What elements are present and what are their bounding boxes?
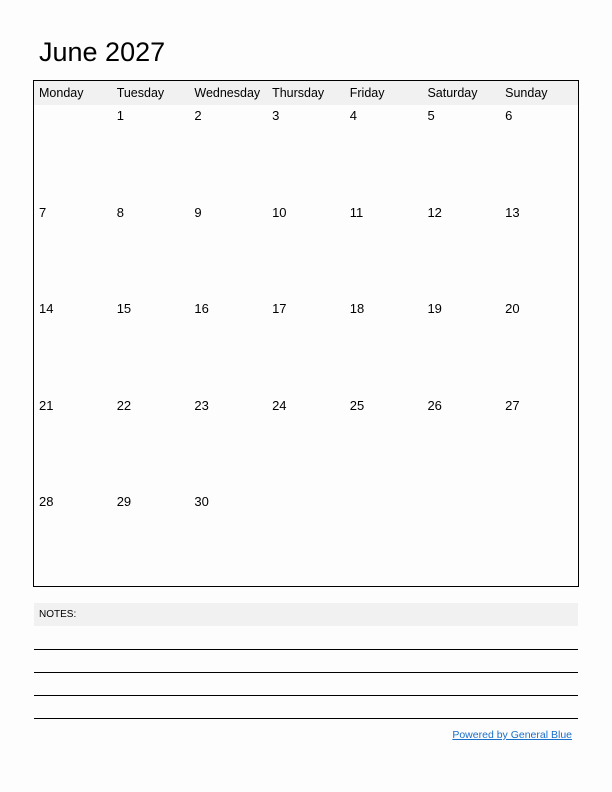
day-cell: 19 xyxy=(427,301,442,316)
notes-label: NOTES: xyxy=(34,603,578,626)
weekday-label: Sunday xyxy=(505,86,548,100)
day-cell: 21 xyxy=(39,397,54,413)
day-cell: 15 xyxy=(116,301,132,316)
notes-line xyxy=(34,672,578,673)
week-row xyxy=(34,202,578,299)
day-cell: 29 xyxy=(116,494,132,509)
day-cell: 8 xyxy=(116,204,124,220)
day-cell: 20 xyxy=(505,301,520,316)
day-cell: 17 xyxy=(272,301,287,316)
page-title: June 2027 xyxy=(39,37,166,67)
notes-line xyxy=(34,649,578,650)
day-cell: 9 xyxy=(194,204,202,220)
day-cell: 24 xyxy=(272,397,287,413)
day-cell xyxy=(422,491,500,588)
day-cell: 23 xyxy=(194,397,209,413)
day-cell: 11 xyxy=(349,204,364,220)
day-cell xyxy=(345,491,423,588)
notes-line xyxy=(34,718,578,719)
day-cell: 4 xyxy=(349,108,357,123)
day-cell: 16 xyxy=(194,301,209,316)
weekday-label: Tuesday xyxy=(116,86,165,100)
day-cell: 7 xyxy=(39,204,47,220)
day-cell: 30 xyxy=(194,494,209,509)
day-cell: 6 xyxy=(505,108,513,123)
week-row xyxy=(34,491,578,588)
weekday-label: Wednesday xyxy=(194,86,261,100)
day-cell: 26 xyxy=(427,397,442,413)
week-row xyxy=(34,395,578,492)
day-cell: 12 xyxy=(427,204,442,220)
day-cell: 2 xyxy=(194,108,202,123)
day-cell: 28 xyxy=(39,494,54,509)
day-cell: 22 xyxy=(116,397,132,413)
weekday-label: Monday xyxy=(39,86,84,100)
calendar-grid xyxy=(33,80,579,587)
day-cell: 13 xyxy=(505,204,520,220)
day-cell: 5 xyxy=(427,108,435,123)
day-cell: 10 xyxy=(272,204,287,220)
weekday-header xyxy=(34,81,578,105)
day-cell: 25 xyxy=(349,397,365,413)
day-cell: 27 xyxy=(505,397,520,413)
day-cell xyxy=(267,491,345,588)
weekday-label: Thursday xyxy=(272,86,325,100)
day-cell: 18 xyxy=(349,301,365,316)
day-cell: 1 xyxy=(116,108,124,123)
weekday-label: Saturday xyxy=(427,86,478,100)
day-cell: 3 xyxy=(272,108,280,123)
powered-by-link[interactable]: Powered by General Blue xyxy=(452,729,572,741)
day-cell xyxy=(34,105,112,202)
week-row xyxy=(34,105,578,202)
day-cell xyxy=(500,491,578,588)
weekday-label: Friday xyxy=(349,86,385,100)
day-cell: 14 xyxy=(39,301,54,316)
week-row xyxy=(34,298,578,395)
notes-line xyxy=(34,695,578,696)
